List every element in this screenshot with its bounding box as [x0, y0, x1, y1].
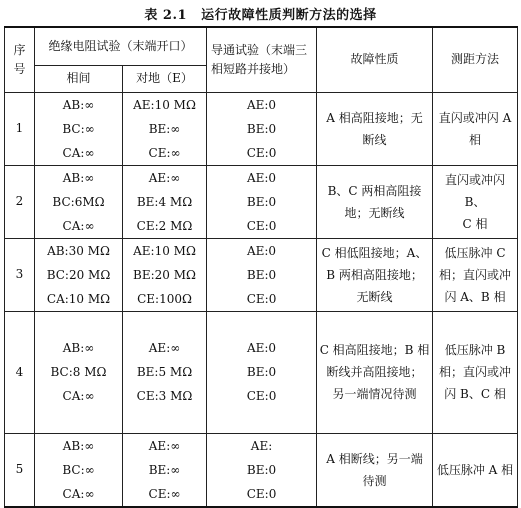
fault-cell-line: C 相高阻接地；B 相: [319, 343, 430, 357]
table-title: [0, 4, 521, 23]
seq-cell: 5: [5, 433, 35, 507]
ground-cell-line: AE:∞: [148, 438, 181, 453]
phase-cell-line: AB:∞: [62, 97, 95, 112]
conduction-cell-line: BE:0: [246, 121, 277, 136]
phase-cell: [35, 92, 123, 165]
method-cell-line: 低压脉冲 B: [444, 343, 506, 357]
method-cell-line: C 相: [462, 216, 488, 231]
conduction-cell: [207, 92, 317, 165]
fault-cell: [317, 238, 433, 311]
conduction-cell: [207, 238, 317, 311]
ground-cell-line: CE:3 MΩ: [136, 389, 193, 403]
header-ground: 对地（E）: [123, 65, 207, 92]
method-cell: [433, 238, 518, 311]
conduction-cell-line: CE:0: [246, 291, 277, 306]
method-cell-line: 直闪或冲闪 B、: [445, 172, 506, 209]
phase-cell: [35, 311, 123, 433]
method-cell: [433, 92, 518, 165]
method-cell-line: 直闪或冲闪 A: [438, 110, 512, 125]
header-conduction: 导通试验（末端三相短路并接地）: [207, 27, 317, 92]
conduction-cell-line: BE:0: [246, 267, 277, 282]
phase-cell-line: CA:∞: [62, 218, 95, 233]
ground-cell-line: CE:∞: [148, 145, 181, 160]
ground-cell-line: AE:10 MΩ: [133, 97, 196, 112]
fault-cell-line: 另一端情况待测: [332, 387, 417, 401]
ground-cell: [123, 92, 207, 165]
header-phase: 相间: [35, 65, 123, 92]
conduction-cell-line: AE:: [250, 438, 273, 453]
fault-cell: [317, 92, 433, 165]
seq-cell: 3: [5, 238, 35, 311]
phase-cell-line: BC:∞: [62, 462, 95, 477]
ground-cell-line: BE:5 MΩ: [136, 365, 193, 379]
conduction-cell: [207, 433, 317, 507]
fault-cell-line: A 相断线；另一端: [326, 451, 423, 466]
conduction-cell-line: CE:0: [246, 389, 277, 403]
table-caption: 运行故障性质判断方法的选择: [201, 8, 377, 23]
method-cell-line: 闪 B、C 相: [444, 387, 506, 401]
phase-cell-line: CA:∞: [62, 145, 95, 160]
table-row: [5, 165, 518, 238]
fault-cell-line: 断线并高阻接地；: [326, 365, 423, 379]
table-row: [5, 92, 518, 165]
header-seq: 序号: [5, 27, 35, 92]
conduction-cell-line: BE:0: [246, 462, 277, 477]
method-cell: [433, 311, 518, 433]
fault-cell-line: 地；无断线: [344, 205, 405, 220]
phase-cell: [35, 238, 123, 311]
phase-cell-line: AB:∞: [62, 341, 95, 355]
phase-cell-line: CA:∞: [62, 389, 95, 403]
method-cell-line: 低压脉冲 C: [444, 245, 506, 260]
method-cell-line: 低压脉冲 A 相: [436, 462, 514, 477]
ground-cell-line: CE:∞: [148, 486, 181, 501]
phase-cell-line: AB:∞: [62, 438, 95, 453]
conduction-cell: [207, 311, 317, 433]
table-body: [5, 92, 518, 507]
conduction-cell: [207, 165, 317, 238]
conduction-cell-line: CE:0: [246, 218, 277, 233]
phase-cell-line: BC:20 MΩ: [46, 267, 111, 282]
ground-cell: [123, 238, 207, 311]
seq-cell: 2: [5, 165, 35, 238]
conduction-cell-line: AE:0: [246, 170, 277, 185]
phase-cell: [35, 433, 123, 507]
conduction-cell-line: CE:0: [246, 145, 277, 160]
ground-cell: [123, 433, 207, 507]
ground-cell-line: CE:100Ω: [137, 291, 192, 306]
header-fault-nature: 故障性质: [317, 27, 433, 92]
header-insulation: 绝缘电阻试验（末端开口）: [35, 27, 207, 65]
method-cell-line: 闪 A、B 相: [444, 289, 506, 304]
fault-cell-line: 无断线: [356, 289, 393, 304]
fault-cell-line: B 两相高阻接地；: [326, 267, 423, 282]
fault-cell: [317, 311, 433, 433]
method-cell-line: 相；直闪或冲: [439, 365, 512, 379]
method-cell-line: 相: [469, 132, 482, 147]
fault-cell-line: B、C 两相高阻接: [327, 183, 422, 198]
conduction-cell-line: CE:0: [246, 486, 277, 501]
fault-judgment-table: [4, 26, 518, 508]
ground-cell-line: BE:20 MΩ: [133, 267, 196, 282]
ground-cell-line: BE:∞: [148, 462, 181, 477]
phase-cell-line: BC:∞: [62, 121, 95, 136]
ground-cell: [123, 165, 207, 238]
conduction-cell-line: BE:0: [246, 194, 277, 209]
method-cell: [433, 433, 518, 507]
fault-cell-line: 待测: [362, 473, 387, 488]
phase-cell-line: AB:30 MΩ: [47, 243, 110, 258]
phase-cell: [35, 165, 123, 238]
phase-cell-line: CA:∞: [62, 486, 95, 501]
ground-cell-line: AE:∞: [148, 341, 181, 355]
ground-cell-line: CE:2 MΩ: [136, 218, 193, 233]
method-cell: [433, 165, 518, 238]
ground-cell-line: BE:∞: [148, 121, 181, 136]
conduction-cell-line: BE:0: [246, 365, 277, 379]
ground-cell: [123, 311, 207, 433]
seq-cell: 4: [5, 311, 35, 433]
phase-cell-line: BC:6MΩ: [52, 194, 105, 209]
ground-cell-line: BE:4 MΩ: [136, 194, 193, 209]
phase-cell-line: BC:8 MΩ: [50, 365, 107, 379]
fault-cell: [317, 433, 433, 507]
fault-cell: [317, 165, 433, 238]
conduction-cell-line: AE:0: [246, 341, 277, 355]
table-row: [5, 311, 518, 433]
method-cell-line: 相；直闪或冲: [439, 267, 512, 282]
table-row: [5, 238, 518, 311]
table-number: 表 2.1: [144, 8, 188, 23]
ground-cell-line: AE:10 MΩ: [133, 243, 196, 258]
conduction-cell-line: AE:0: [246, 243, 277, 258]
fault-cell-line: A 相高阻接地；无: [326, 110, 423, 125]
phase-cell-line: AB:∞: [62, 170, 95, 185]
phase-cell-line: CA:10 MΩ: [46, 291, 111, 306]
fault-cell-line: C 相低阻接地；A、: [321, 245, 428, 260]
header-ranging: 测距方法: [433, 27, 518, 92]
conduction-cell-line: AE:0: [246, 97, 277, 112]
ground-cell-line: AE:∞: [148, 170, 181, 185]
fault-cell-line: 断线: [362, 132, 387, 147]
seq-cell: 1: [5, 92, 35, 165]
table-row: [5, 433, 518, 507]
